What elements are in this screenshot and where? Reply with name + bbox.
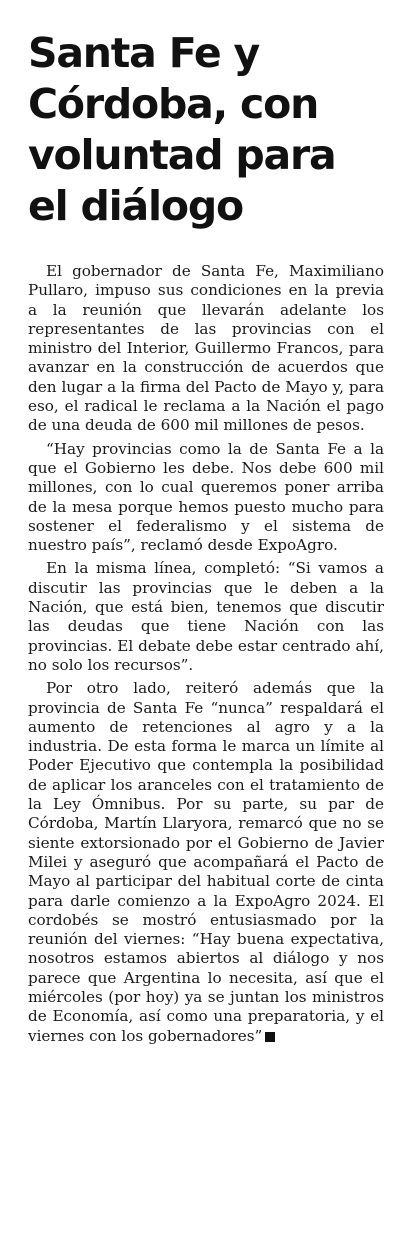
end-of-article-mark [265,1032,275,1042]
paragraph-1: El gobernador de Santa Fe, Maximiliano Pullaro, impuso sus condiciones en la previa a la reunión que llevarán adelante los representantes de las provincias con el ministro del Interior, Guillermo Francos, para avanzar en la construcción de acuerdos que den lugar a la firma del Pacto de Mayo y, para eso, el radical le reclama a la Nación el pago de una deuda de 600 mil millones de pesos. [28,262,384,435]
paragraph-2: “Hay provincias como la de Santa Fe a la que el Gobierno les debe. Nos debe 600 mil millones, con lo cual queremos poner arriba de la mesa porque hemos puesto mucho para sostener el federalismo y el sistema de nuestro país”, reclamó desde ExpoAgro. [28,439,384,555]
article [28,28,384,1050]
paragraph-3: En la misma línea, completó: “Si vamos a discutir las provincias que le deben a la Nación, que está bien, tenemos que discutir las deudas que tiene Nación con las provincias. El debate debe estar centrado ahí, no solo los recursos”. [28,559,384,674]
paragraph-4-text: Por otro lado, reiteró además que la provincia de Santa Fe “nunca” respaldará el aumento de retenciones al agro y a la industria. De esta forma le marca un límite al Poder Ejecutivo que contempla la posibilidad de aplicar los aranceles con el tratamiento de la Ley Ómnibus. Por su parte, su par de Córdoba, Martín Llaryora, remarcó que no se siente extorsionado por el Gobierno de Javier Milei y aseguró que acompañará el Pacto de Mayo al participar del habitual corte de cinta para darle comienzo a la ExpoAgro 2024. El cordobés se mostró entusiasmado por la reunión del viernes: “Hay buena expectativa, nosotros estamos abiertos al diálogo y nos parece que Argentina lo necesita, así que el miércoles (por hoy) ya se juntan los ministros de Economía, así como una preparatoria, y el viernes con los gobernadores” [28,679,384,1045]
paragraph-4 [28,679,384,1046]
article-body [28,262,384,1046]
article-headline: Santa Fe y Córdoba, con voluntad para el diálogo [28,29,336,230]
